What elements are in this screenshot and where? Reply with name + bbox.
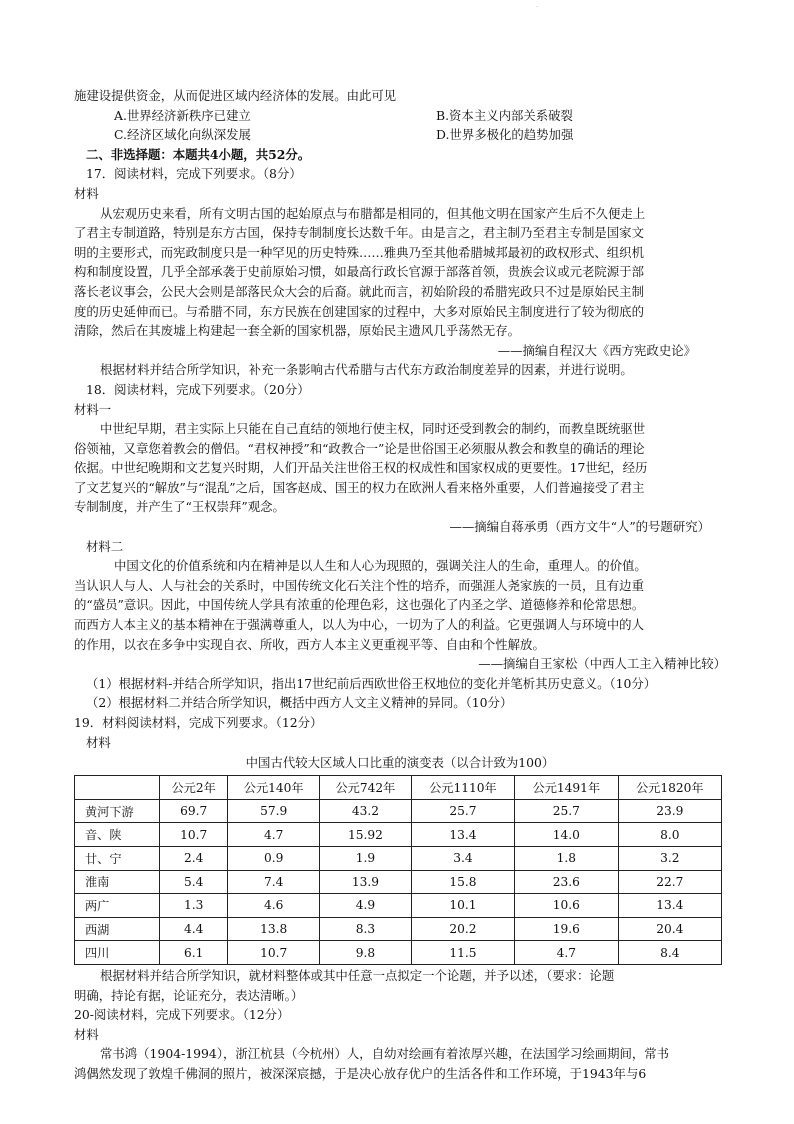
table-cell: 1.3 — [160, 894, 228, 918]
q19-table-title: 中国古代较大区域人口比重的演变表（以合计致为100） — [245, 755, 555, 771]
q20-line: 鸿偶然发现了敦煌千佛洞的照片，被深深宸撼，于是决心放存优户的生活各件和工作环境，于1943年与6 — [74, 1065, 647, 1081]
q16-stem-tail: 施建设提供资金，从而促进区域内经济体的发展。由此可见 — [74, 88, 397, 103]
table-cell: 4.9 — [320, 894, 412, 918]
table-row — [75, 870, 722, 894]
table-cell: 4.7 — [515, 941, 618, 965]
q20-material — [74, 1044, 726, 1083]
table-cell: 15.92 — [320, 823, 412, 847]
q18-m2-line: 的“盛员”意识。因此，中国传统人学具有浓重的伦理色彩，这也强化了内圣之学、道德修养和伦常思想。 — [74, 597, 645, 613]
table-cell: 3.4 — [411, 846, 514, 870]
top-mark: · — [536, 4, 538, 11]
table-cell: 20.2 — [411, 917, 514, 941]
q18-m1-line: 依据。中世纪晚期和文艺复兴时期，人们开品关注世俗王权的权成性和国家权成的更要性。17世纪，经历 — [74, 460, 648, 476]
table-cell: 10.7 — [160, 823, 228, 847]
q17-material-label: 材料 — [74, 185, 99, 201]
table-cell: 13.8 — [228, 917, 320, 941]
table-cell: 14.0 — [515, 823, 618, 847]
q16-options — [74, 106, 726, 145]
table-cell: 57.9 — [228, 799, 320, 823]
table-cell: 4.6 — [228, 894, 320, 918]
q18-m2-line: 当认识人与人、人与社会的关系时，中国传统文化石关注个性的培乔，而强涯人尧家族的一员，且有边重 — [74, 577, 644, 593]
table-cell: 4.7 — [228, 823, 320, 847]
section2-title: 二、非选择题：本题共4小题，共52分。 — [86, 146, 311, 162]
q18-m1-line: 俗领袖，又章您着教会的僧侣。“君权神授”和“政教合一”论是世俗国王必须服从教会和教皇的确话的理论 — [74, 440, 645, 456]
table-region-cell: 两广 — [75, 894, 160, 918]
table-cell: 3.2 — [618, 846, 721, 870]
table-cell: 25.7 — [411, 799, 514, 823]
table-header-cell: 公元1820年 — [618, 776, 721, 800]
table-cell: 20.4 — [618, 917, 721, 941]
table-region-cell: 西湖 — [75, 917, 160, 941]
table-cell: 1.9 — [320, 846, 412, 870]
table-cell: 8.0 — [618, 823, 721, 847]
population-table — [74, 775, 722, 965]
table-row — [75, 846, 722, 870]
table-cell: 4.4 — [160, 917, 228, 941]
table-header-cell: 公元2年 — [160, 776, 228, 800]
q17-line: 构和制度设置，几乎全部承袭于史前原始习惯，如最高行政长官源于部落首领，贵族会议或元老院源于部 — [74, 264, 644, 280]
q19-question-line2: 明确，持论有据，论证充分，表达清晰。） — [74, 987, 304, 1003]
table-cell: 7.4 — [228, 870, 320, 894]
table-header-row — [75, 776, 722, 800]
exam-page — [74, 86, 726, 1084]
table-region-cell: 黄河下游 — [75, 799, 160, 823]
table-cell: 23.6 — [515, 870, 618, 894]
q18-sub1: （1）根据材料-并结合所学知识，指出17世纪前后西欧世俗王权地位的变化并笔析其历史意义。（10分） — [86, 675, 657, 691]
q18-material2 — [74, 556, 726, 654]
table-cell: 0.9 — [228, 846, 320, 870]
table-cell: 69.7 — [160, 799, 228, 823]
table-cell: 10.1 — [411, 894, 514, 918]
table-cell: 13.4 — [411, 823, 514, 847]
q18-m2-source: ——摘编自王家松（中西人工主入精神比较） — [478, 656, 726, 672]
q18-m2-line: 的作用，以衣在多争中实现自衣、所收，西方人本主义更重视平等、自由和个性解放。 — [74, 636, 545, 652]
table-cell: 11.5 — [411, 941, 514, 965]
q17-material — [74, 204, 726, 341]
table-cell: 9.8 — [320, 941, 412, 965]
table-cell: 22.7 — [618, 870, 721, 894]
q18-m1-label: 材料一 — [74, 401, 112, 417]
table-row — [75, 799, 722, 823]
q17-stem: 17．阅读材料，完成下列要求。（8分） — [86, 166, 302, 182]
q18-m2-line: 中国文化的价值系统和内在精神是以人生和人心为现照的，强调关注人的生命，重理人。的价值。 — [114, 558, 647, 574]
q17-line: 从宏观历史来看，所有文明古国的起始原点与布腊都是相同的，但其他文明在国家产生后不久便走上 — [100, 205, 646, 221]
q17-line: 度的历史延伸而已。与希腊不同，东方民族在创建国家的过程中，大多对原始民主制度进行了较为彻底的 — [74, 303, 644, 319]
table-region-cell: 音、陕 — [75, 823, 160, 847]
table-row — [75, 917, 722, 941]
table-region-cell: 廿、宁 — [75, 846, 160, 870]
option-c: C.经济区域化向纵深发展 — [114, 127, 251, 143]
table-cell: 10.7 — [228, 941, 320, 965]
q18-m1-line: 专制制度，并产生了“王权崇拜”观念。 — [74, 499, 285, 515]
table-cell: 10.6 — [515, 894, 618, 918]
table-cell: 8.3 — [320, 917, 412, 941]
table-cell: 23.9 — [618, 799, 721, 823]
q17-question: 根据材料并结合所学知识，补充一条影响古代希腊与古代东方政治制度差异的因素，并进行说明。 — [100, 362, 633, 378]
q17-line: 清除，然后在其废墟上构建起一套全新的国家机器，原始民主遗风几乎荡然无存。 — [74, 323, 521, 339]
table-cell: 1.8 — [515, 846, 618, 870]
table-cell: 5.4 — [160, 870, 228, 894]
q18-m1-line: 了文艺复兴的“解放”与“混乱”之后，国客赵成、国王的权力在欧洲人看来格外重要，人们普遍接受了君主 — [74, 479, 645, 495]
table-region-cell: 四川 — [75, 941, 160, 965]
q20-stem: 20-阅读材料，完成下列要求。（12分） — [74, 1007, 290, 1023]
table-row — [75, 894, 722, 918]
table-header-cell: 公元742年 — [320, 776, 412, 800]
table-cell: 15.8 — [411, 870, 514, 894]
q19-material-label: 材料 — [86, 734, 111, 750]
table-cell: 13.9 — [320, 870, 412, 894]
q18-sub2: （2）根据材料二并结合所学知识，概括中西方人文主义精神的异同。（10分） — [86, 695, 513, 711]
table-row — [75, 823, 722, 847]
q18-m1-source: ——摘编自蒋承勇（西方文牛“人”的号题研究） — [449, 519, 710, 535]
table-header-cell — [75, 776, 160, 800]
option-b: B.资本主义内部关系破裂 — [436, 107, 573, 123]
table-cell: 13.4 — [618, 894, 721, 918]
option-a: A.世界经济新秩序已建立 — [114, 107, 251, 123]
q18-material1 — [74, 419, 726, 517]
q17-line: 落长老议事会，公民大会则是部落民众大会的后裔。就此而言，初始阶段的希腊宪政只不过是原始民主制 — [74, 283, 644, 299]
q18-m2-line: 而西方人本主义的基本精神在于强满尊重人，以人为中心，一切为了人的利益。它更强调人与环境中的人 — [74, 617, 644, 633]
q17-source: ——摘编自程汉大《西方宪政史论》 — [497, 342, 696, 358]
q17-line: 明的主要形式，而宪政制度只是一种罕见的历史特殊……雅典乃至其他希腊城邦最初的政权形式、组织机 — [74, 244, 644, 260]
q18-stem: 18．阅读材料，完成下列要求。（20分） — [86, 381, 310, 397]
table-row — [75, 941, 722, 965]
table-header-cell: 公元140年 — [228, 776, 320, 800]
table-header-cell: 公元1491年 — [515, 776, 618, 800]
q20-material-label: 材料 — [74, 1026, 99, 1042]
q19-stem: 19．材料阅读材料，完成下列要求。（12分） — [74, 715, 323, 730]
table-cell: 6.1 — [160, 941, 228, 965]
q18-m1-line: 中世纪早期，君主实际上只能在自己直结的领地行使主权，同时还受到教会的制约，而教皇既统驱世 — [100, 421, 646, 437]
q17-line: 了君主专制道路，特别是东方古国，保持专制制度长达数千年。由是言之，君主制乃至君主专制是国家文 — [74, 225, 644, 241]
table-cell: 25.7 — [515, 799, 618, 823]
table-cell: 2.4 — [160, 846, 228, 870]
table-cell: 43.2 — [320, 799, 412, 823]
q20-line: 常书鸿（1904-1994），浙江杭县（今杭州）人，自幼对绘画有着浓厚兴趣，在法国学习绘画期间，常书 — [100, 1046, 670, 1062]
q18-m2-label: 材料二 — [86, 538, 124, 554]
table-cell: 8.4 — [618, 941, 721, 965]
table-cell: 19.6 — [515, 917, 618, 941]
table-region-cell: 淮南 — [75, 870, 160, 894]
table-header-cell: 公元1110年 — [411, 776, 514, 800]
q19-question-line1: 根据材料并结合所学知识，就材料整体或其中任意一点拟定一个论题，并予以述，（要求：论题 — [100, 967, 615, 983]
option-d: D.世界多极化的趋势加强 — [436, 127, 574, 143]
